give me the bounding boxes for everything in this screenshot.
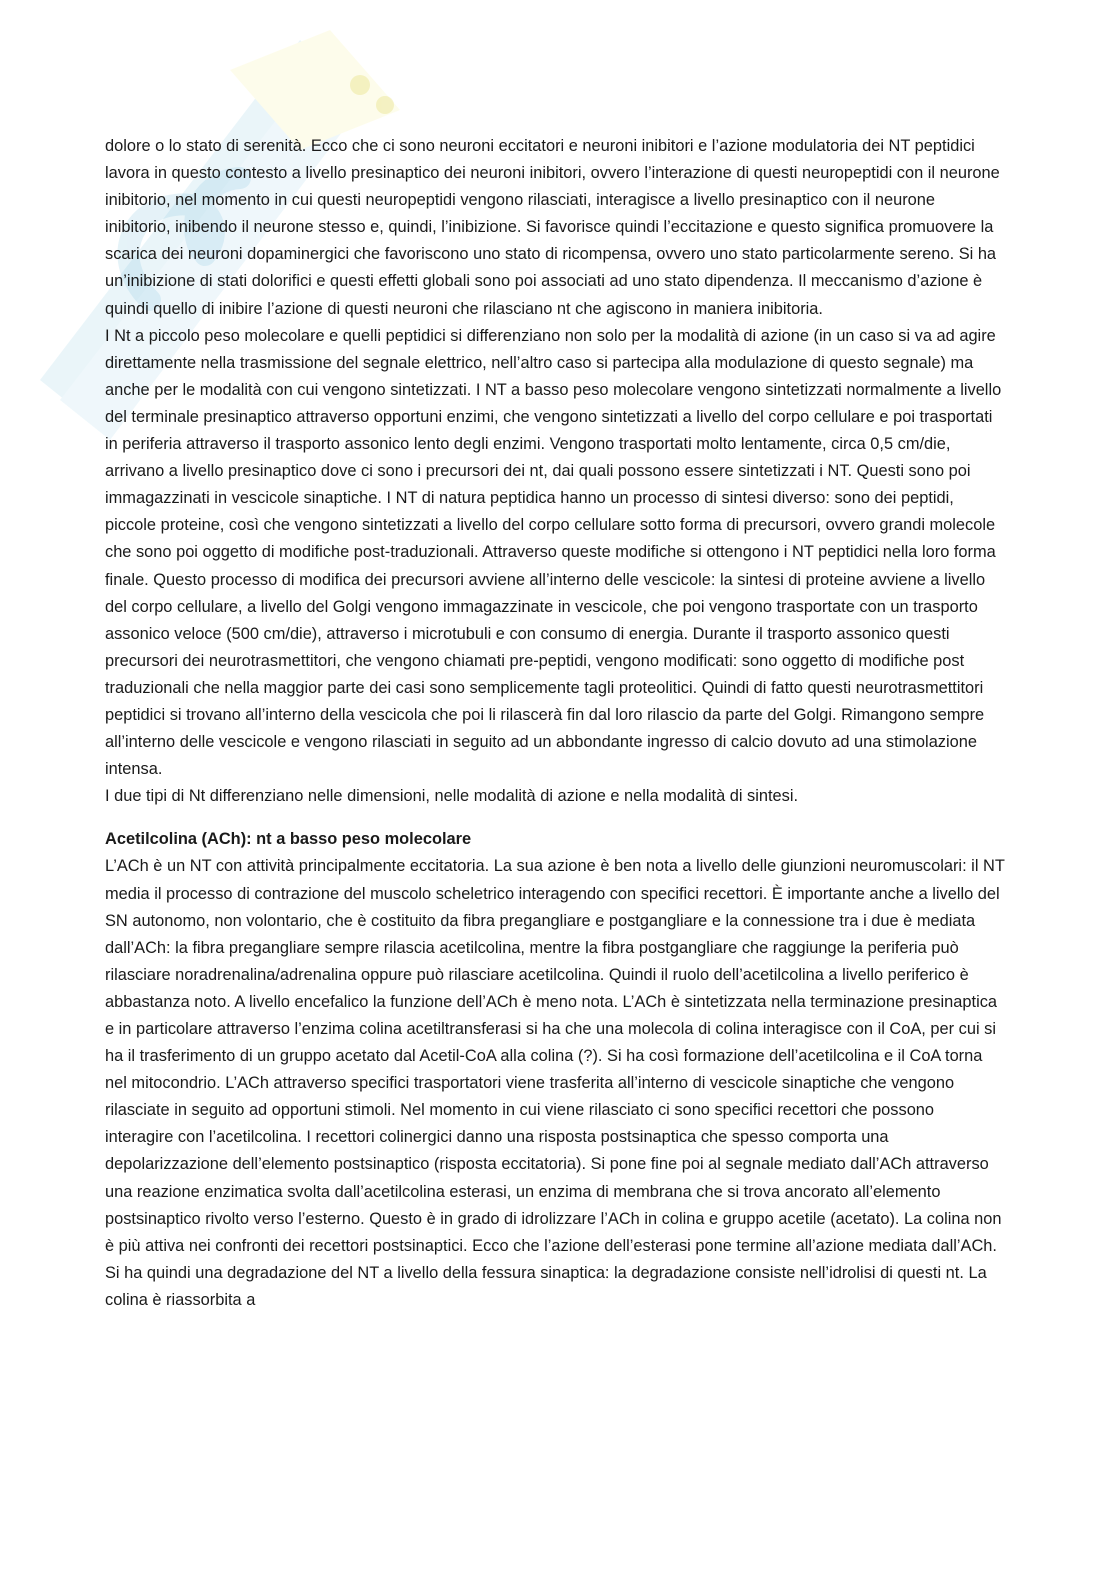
paragraph-synthesis: I Nt a piccolo peso molecolare e quelli peptidici si differenziano non solo per la modalità di azione (in un caso si va ad agire direttamente nella trasmissione del segnale elettrico, nell’altro caso si partecipa alla modulazione di questo segnale) ma anche per le modalità con cui vengono sintetizzati. I NT a basso peso molecolare vengono sintetizzati normalmente a livello del terminale presinaptico attraverso opportuni enzimi, che vengono sintetizzati a livello del corpo cellulare e poi trasportati in periferia attraverso il trasporto assonico lento degli enzimi. Vengono trasportati molto lentamente, circa 0,5 cm/die, arrivano a livello presinaptico dove ci sono i precursori dei nt, dai quali possono essere sintetizzati i NT. Questi sono poi immagazzinati in vescicole sinaptiche. I NT di natura peptidica hanno un processo di sintesi diverso: sono dei peptidi, piccole proteine, così che vengono sintetizzati a livello del corpo cellulare sotto forma di precursori, ovvero grandi molecole che sono poi oggetto di modifiche post-traduzionali. Attraverso queste modifiche si ottengono i NT peptidici nella loro forma finale. Questo processo di modifica dei precursori avviene all’interno delle vescicole: la sintesi di proteine avviene a livello del corpo cellulare, a livello del Golgi vengono immagazzinate in vescicole, che poi vengono trasportate con un trasporto assonico veloce (500 cm/die), attraverso i microtubuli e con consumo di energia. Durante il trasporto assonico questi precursori dei neurotrasmettitori, che vengono chiamati pre-peptidi, vengono modificati: sono oggetto di modifiche post traduzionali che nella maggior parte dei casi sono semplicemente tagli proteolitici. Quindi di fatto questi neurotrasmettitori peptidici si trovano all’interno della vescicola che poi li rilascerà fin dal loro rilascio da parte del Golgi. Rimangono sempre all’interno delle vescicole e vengono rilasciati in seguito ad un abbondante ingresso di calcio dovuto ad una stimolazione intensa. [105,326,1002,779]
section-heading-acetylcholine: Acetilcolina (ACh): nt a basso peso molecolare [105,830,472,849]
paragraph-intro: dolore o lo stato di serenità. Ecco che ci sono neuroni eccitatori e neuroni inibitori e l’azione modulatoria dei NT peptidici lavora in questo contesto a livello presinaptico dei neuroni inibitori, ovvero l’interazione di questi neuropeptidi con il neurone inibitorio, nel momento in cui questi neuropeptidi vengono rilasciati, interagisce a livello presinaptico con il neurone inibitorio, inibendo il neurone stesso e, quindi, l’inibizione. Si favorisce quindi l’eccitazione e questo significa promuovere la scarica dei neuroni dopaminergici che favoriscono uno stato di ricompensa, ovvero uno stato particolarmente sereno. Si ha un’inibizione di stati dolorifici e questi effetti globali sono poi associati ad uno stato dipendenza. Il meccanismo d’azione è quindi quello di inibire l’azione di questi neuroni che rilasciano nt che agiscono in maniera inibitoria. [105,137,1000,318]
document-page [105,133,1005,1314]
paragraph-acetylcholine: L’ACh è un NT con attività principalmente eccitatoria. La sua azione è ben nota a livello delle giunzioni neuromuscolari: il NT media il processo di contrazione del muscolo scheletrico interagendo con specifici recettori. È importante anche a livello del SN autonomo, non volontario, che è costituito da fibra pregangliare e postgangliare e la connessione tra i due è mediata dall’ACh: la fibra pregangliare sempre rilascia acetilcolina, mentre la fibra postgangliare che raggiunge la periferia può rilasciare noradrenalina/adrenalina oppure può rilasciare acetilcolina. Quindi il ruolo dell’acetilcolina a livello periferico è abbastanza noto. A livello encefalico la funzione dell’ACh è meno nota. L’ACh è sintetizzata nella terminazione presinaptica e in particolare attraverso l’enzima colina acetiltransferasi si ha che una molecola di colina interagisce con il CoA, per cui si ha il trasferimento di un gruppo acetato dal Acetil-CoA alla colina (?). Si ha così formazione dell’acetilcolina e il CoA torna nel mitocondrio. L’ACh attraverso specifici trasportatori viene trasferita all’interno di vescicole sinaptiche che vengono rilasciate in seguito ad opportuni stimoli. Nel momento in cui viene rilasciato ci sono specifici recettori che possono interagire con l’acetilcolina. I recettori colinergici danno una risposta postsinaptica che spesso comporta una depolarizzazione dell’elemento postsinaptico (risposta eccitatoria). Si pone fine poi al segnale mediato dall’ACh attraverso una reazione enzimatica svolta dall’acetilcolina esterasi, un enzima di membrana che si trova ancorato all’elemento postsinaptico rivolto verso l’esterno. Questo è in grado di idrolizzare l’ACh in colina e gruppo acetile (acetato). La colina non è più attiva nei confronti dei recettori postsinaptici. Ecco che l’azione dell’esterasi pone termine all’azione mediata dall’ACh. Si ha quindi una degradazione del NT a livello della fessura sinaptica: la degradazione consiste nell’idrolisi di questi nt. La colina è riassorbita a [105,857,1005,1309]
paragraph-summary: I due tipi di Nt differenziano nelle dimensioni, nelle modalità di azione e nella modalità di sintesi. [105,787,799,806]
